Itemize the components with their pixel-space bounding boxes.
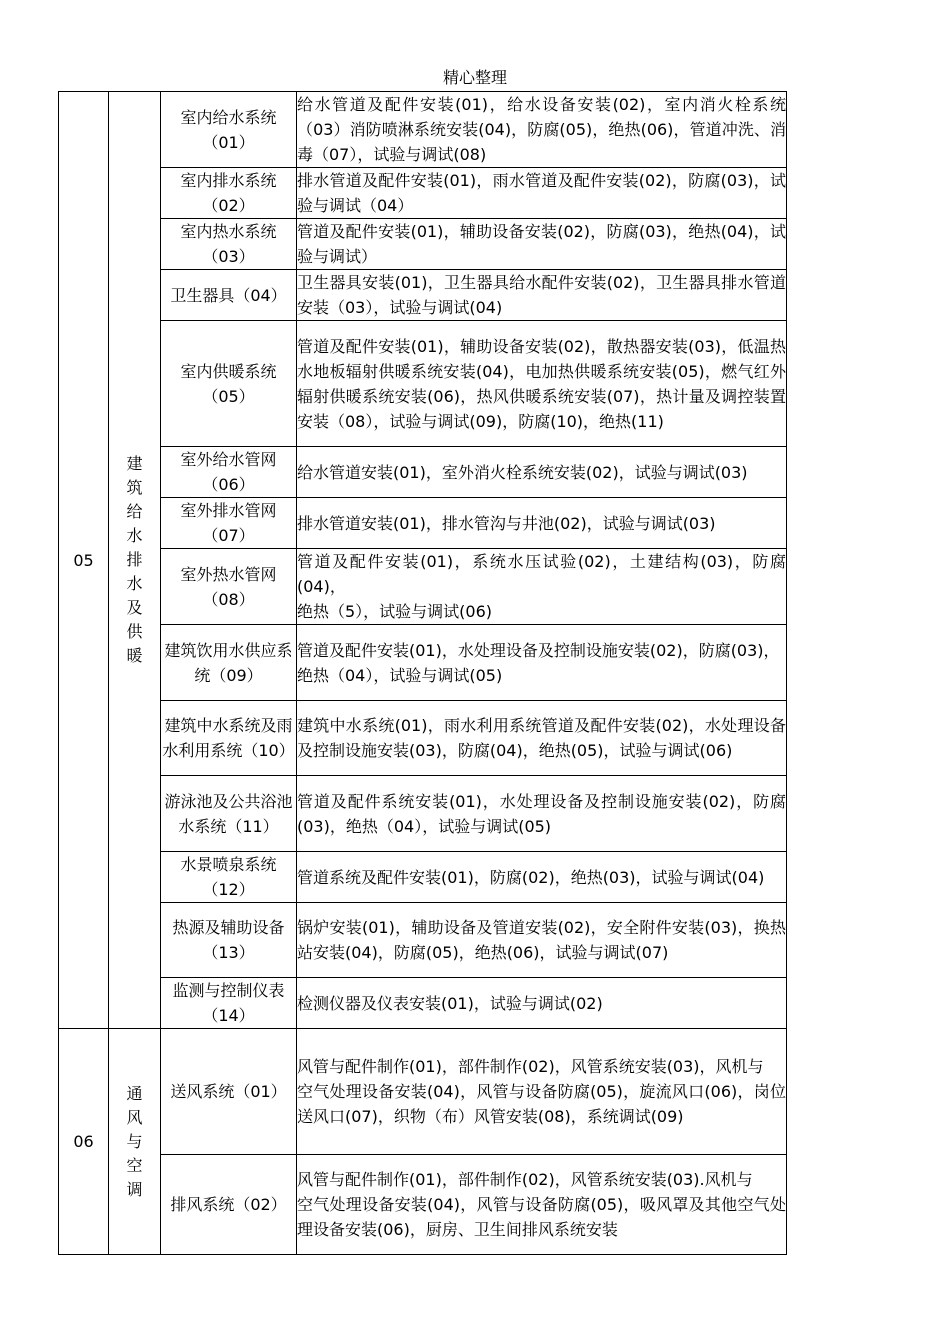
subsection-name: 室内热水系统（03） — [161, 219, 297, 270]
subsection-items: 给水管道安装(01)，室外消火栓系统安装(02)，试验与调试(03) — [297, 447, 787, 498]
work-breakdown-table — [58, 91, 787, 1255]
subsection-items: 管道及配件安装(01)，辅助设备安装(02)，散热器安装(03)，低温热水地板辐射供暖系统安装(04)，电加热供暖系统安装(05)，燃气红外辐射供暖系统安装(06)，热风供暖系统安装(07)，热计量及调控装置安装（08），试验与调试(09)，防腐(10)，绝热(11) — [297, 321, 787, 447]
subsection-name: 室内供暖系统（05） — [161, 321, 297, 447]
subsection-name: 送风系统（01） — [161, 1029, 297, 1155]
subsection-name: 水景喷泉系统（12） — [161, 852, 297, 903]
table-row — [59, 321, 787, 447]
subsection-name: 建筑饮用水供应系统（09） — [161, 625, 297, 701]
subsection-items: 管道及配件安装(01)，水处理设备及控制设施安装(02)，防腐(03)， 绝热（04），试验与调试(05) — [297, 625, 787, 701]
subsection-name: 室外给水管网（06） — [161, 447, 297, 498]
subsection-items: 管道及配件安装(01)，辅助设备安装(02)，防腐(03)，绝热(04)，试验与调试） — [297, 219, 787, 270]
subsection-items: 风管与配件制作(01)，部件制作(02)，风管系统安装(03)，风机与 空气处理设备安装(04)，风管与设备防腐(05)，旋流风口(06)，岗位送风口(07)，织物（布）风管安装(08)，系统调试(09) — [297, 1029, 787, 1155]
subsection-items: 排水管道安装(01)，排水管沟与井池(02)，试验与调试(03) — [297, 498, 787, 549]
table-row — [59, 625, 787, 701]
subsection-name: 室内排水系统（02） — [161, 168, 297, 219]
subsection-name: 监测与控制仪表（14） — [161, 978, 297, 1029]
table-row — [59, 852, 787, 903]
subsection-name: 室内给水系统（01） — [161, 92, 297, 168]
subsection-items: 给水管道及配件安装(01)，给水设备安装(02)，室内消火栓系统（03）消防喷淋系统安装(04)，防腐(05)，绝热(06)，管道冲洗、消毒（07），试验与调试(08) — [297, 92, 787, 168]
subsection-items: 检测仪器及仪表安装(01)，试验与调试(02) — [297, 978, 787, 1029]
table-row — [59, 978, 787, 1029]
table-row — [59, 776, 787, 852]
subsection-items: 排水管道及配件安装(01)，雨水管道及配件安装(02)，防腐(03)，试验与调试（04） — [297, 168, 787, 219]
subsection-items: 管道及配件系统安装(01)，水处理设备及控制设施安装(02)，防腐(03)，绝热（04），试验与调试(05) — [297, 776, 787, 852]
subsection-items: 风管与配件制作(01)，部件制作(02)，风管系统安装(03).风机与 空气处理设备安装(04)，风管与设备防腐(05)，吸风罩及其他空气处理设备安装(06)，厨房、卫生间排风系统安装 — [297, 1155, 787, 1255]
subsection-name: 卫生器具（04） — [161, 270, 297, 321]
table-row — [59, 549, 787, 625]
table-row — [59, 1155, 787, 1255]
page-title: 精心整理 — [442, 68, 507, 87]
section-category: 建筑给水排水及供暖 — [109, 92, 161, 1029]
table-row — [59, 1029, 787, 1155]
subsection-name: 建筑中水系统及雨水利用系统（10） — [161, 701, 297, 776]
subsection-items: 卫生器具安装(01)，卫生器具给水配件安装(02)，卫生器具排水管道安装（03），试验与调试(04) — [297, 270, 787, 321]
subsection-name: 室外热水管网（08） — [161, 549, 297, 625]
subsection-items: 建筑中水系统(01)，雨水利用系统管道及配件安装(02)，水处理设备及控制设施安装(03)，防腐(04)，绝热(05)，试验与调试(06) — [297, 701, 787, 776]
table-row — [59, 92, 787, 168]
table-row — [59, 168, 787, 219]
table-row — [59, 701, 787, 776]
table-row — [59, 219, 787, 270]
table-row — [59, 270, 787, 321]
subsection-items: 管道系统及配件安装(01)，防腐(02)，绝热(03)，试验与调试(04) — [297, 852, 787, 903]
table-row — [59, 447, 787, 498]
subsection-items: 管道及配件安装(01)，系统水压试验(02)，土建结构(03)，防腐(04)， 绝热（5），试验与调试(06) — [297, 549, 787, 625]
subsection-name: 室外排水管网（07） — [161, 498, 297, 549]
table-row — [59, 498, 787, 549]
subsection-name: 游泳池及公共浴池水系统（11） — [161, 776, 297, 852]
subsection-items: 锅炉安装(01)，辅助设备及管道安装(02)，安全附件安装(03)，换热站安装(04)，防腐(05)，绝热(06)，试验与调试(07) — [297, 903, 787, 978]
subsection-name: 排风系统（02） — [161, 1155, 297, 1255]
section-category: 通风与空调 — [109, 1029, 161, 1255]
section-code: 06 — [59, 1029, 109, 1255]
table-row — [59, 903, 787, 978]
section-code: 05 — [59, 92, 109, 1029]
subsection-name: 热源及辅助设备（13） — [161, 903, 297, 978]
